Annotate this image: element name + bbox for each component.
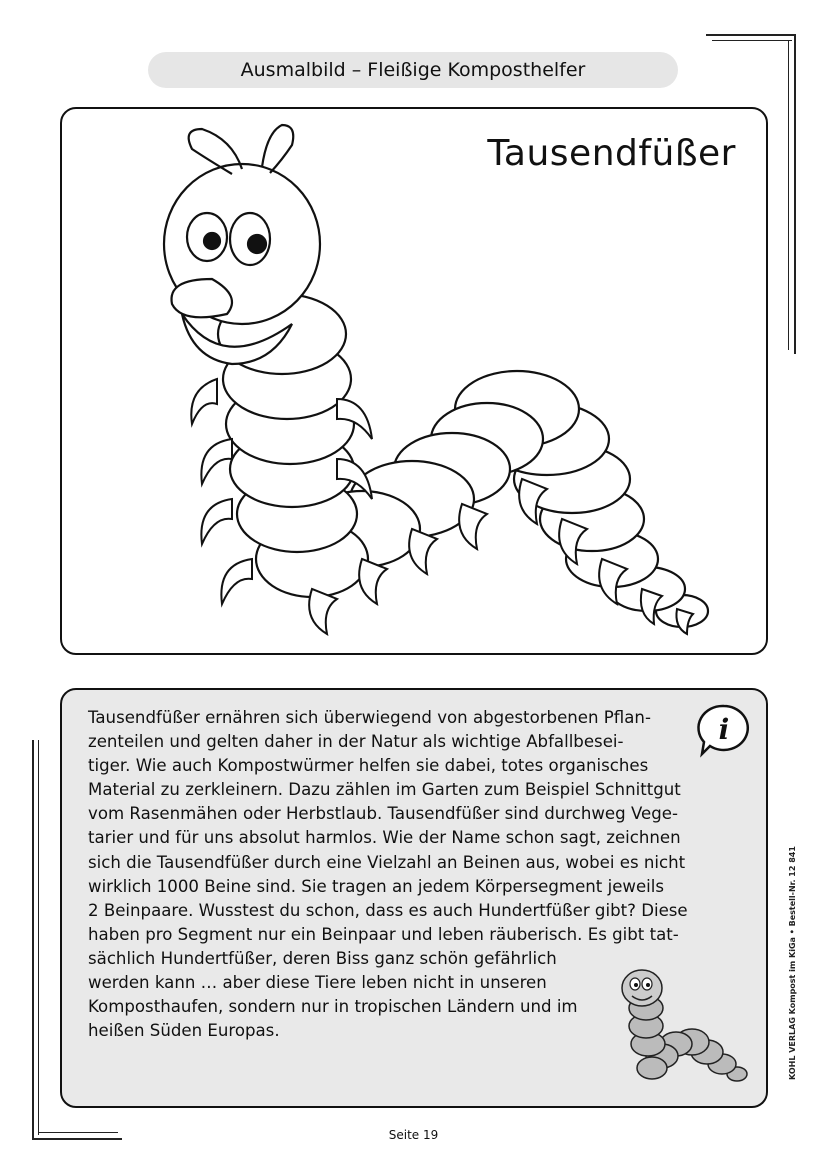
publisher-side-label bbox=[780, 830, 810, 1090]
info-line: Material zu zerkleinern. Dazu zählen im Garten zum Beispiel Schnittgut bbox=[88, 780, 681, 800]
info-line: heißen Süden Europas. bbox=[88, 1021, 280, 1041]
millipede-illustration bbox=[122, 119, 722, 644]
worksheet-title: Ausmalbild – Fleißige Komposthelfer bbox=[240, 59, 586, 81]
frame-line-top-right-2 bbox=[712, 40, 792, 41]
frame-line-top-right bbox=[706, 34, 796, 36]
info-line: zenteilen und gelten daher in der Natur als wichtige Abfallbesei- bbox=[88, 732, 624, 752]
coloring-image-panel bbox=[60, 107, 768, 655]
frame-line-right-vertical bbox=[794, 34, 796, 354]
frame-line-left-vertical-2 bbox=[38, 740, 39, 1135]
info-panel bbox=[60, 688, 768, 1108]
frame-line-left-vertical bbox=[32, 740, 34, 1140]
worksheet-header bbox=[148, 52, 678, 88]
info-line: sich die Tausendfüßer durch eine Vielzahl an Beinen aus, wobei es nicht bbox=[88, 852, 686, 872]
publisher-label-text: KOHL VERLAG Kompost im KiGa • Bestell-Nr. 12 841 bbox=[788, 846, 797, 1080]
frame-line-right-vertical-2 bbox=[788, 40, 789, 350]
info-line: wirklich 1000 Beine sind. Sie tragen an jedem Körpersegment jeweils bbox=[88, 876, 665, 896]
info-line: haben pro Segment nur ein Beinpaar und leben räuberisch. Es gibt tat- bbox=[88, 924, 679, 944]
info-icon-glyph: i bbox=[718, 713, 730, 746]
info-speech-bubble-icon bbox=[696, 702, 752, 758]
info-line: werden kann … aber diese Tiere leben nicht in unseren bbox=[88, 973, 547, 993]
info-line: tiger. Wie auch Kompostwürmer helfen sie dabei, totes organisches bbox=[88, 756, 649, 776]
small-millipede-icon bbox=[612, 964, 752, 1094]
info-line: Tausendfüßer ernähren sich überwiegend von abgestorbenen Pflan- bbox=[88, 708, 651, 727]
info-line: vom Rasenmähen oder Herbstlaub. Tausendfüßer sind durchweg Vege- bbox=[88, 804, 678, 824]
info-line: Komposthaufen, sondern nur in tropischen Ländern und im bbox=[88, 997, 578, 1017]
info-line: sächlich Hundertfüßer, deren Biss ganz schön gefährlich bbox=[88, 948, 557, 968]
image-title: Tausendfüßer bbox=[487, 133, 736, 174]
info-line: tarier und für uns absolut harmlos. Wie der Name schon sagt, zeichnen bbox=[88, 828, 681, 848]
page-number: Seite 19 bbox=[388, 1128, 439, 1142]
info-line: 2 Beinpaare. Wusstest du schon, dass es auch Hundertfüßer gibt? Diese bbox=[88, 900, 688, 920]
